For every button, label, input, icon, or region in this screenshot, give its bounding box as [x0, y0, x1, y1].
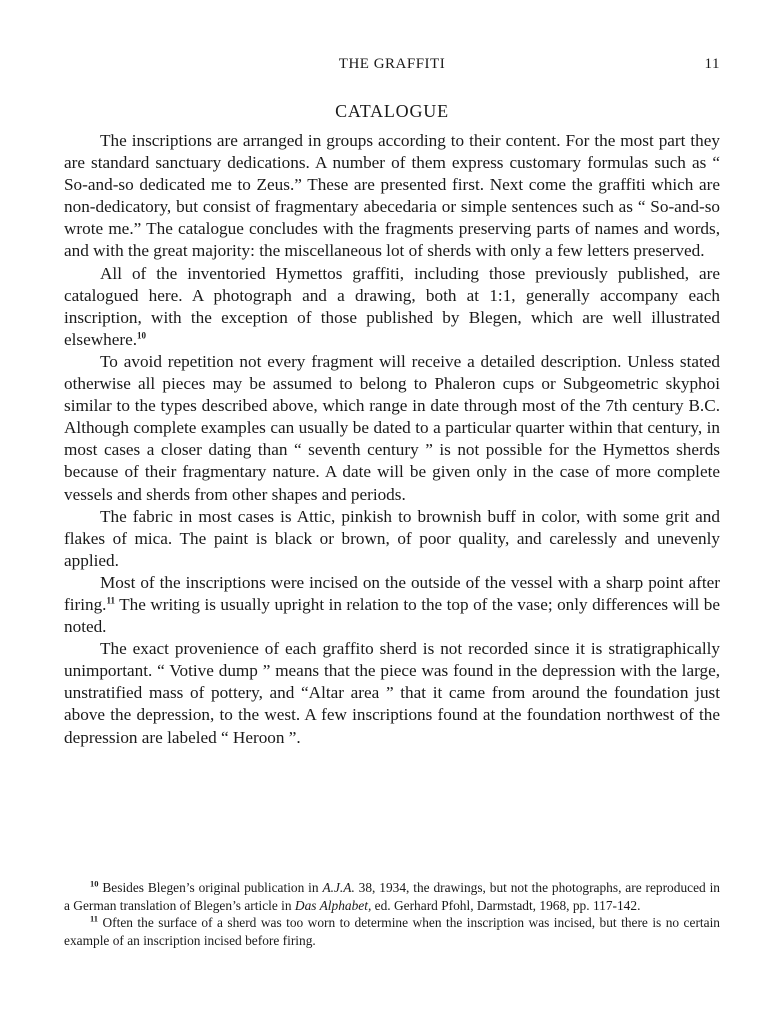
footnote-11: [64, 914, 720, 949]
footnote-10-text-b: 38, 1934, the drawings, but not the photographs, are reproduced in a German translation of Blegen’s article in: [64, 880, 720, 913]
footnote-10-number: 10: [90, 878, 99, 889]
paragraph-repetition-text-b: Although complete examples can usually be dated to a particular quarter within that century, in most cases a closer dating than “ seventh century ” is not possible for the Hymettos sherds because of their fragmentary nature. A date will be given only in the case of more complete vessels and sherds from other shapes and periods.: [64, 418, 720, 504]
paragraph-arrangement: The inscriptions are arranged in groups according to their content. For the most part they are standard sanctuary dedications. A number of them express customary formulas such as “ So-and-so dedicated me to Zeus.” These are presented first. Next come the graffiti which are non-dedicatory, but consist of fragmentary abecedaria or simple sentences such as “ So-and-so wrote me.” The catalogue concludes with the fragments preserving parts of names and words, and with the great majority: the miscellaneous lot of sherds with only a few letters preserved.: [64, 131, 720, 261]
footnote-10-text-c: ed. Gerhard Pfohl, Darmstadt, 1968, pp. 117-142.: [371, 897, 641, 913]
running-title: THE GRAFFITI: [338, 56, 446, 72]
footnote-10: [64, 879, 720, 914]
footnote-ref-10: 10: [137, 330, 147, 341]
footnotes: [64, 879, 720, 949]
footnote-10-book: Das Alphabet,: [294, 897, 372, 913]
paragraph-incision-text-b: The writing is usually upright in relation to the top of the vase; only differences will be noted.: [64, 594, 720, 637]
paragraph-inventory-text: All of the inventoried Hymettos graffiti, including those previously published, are catalogued here. A photograph and a drawing, both at 1:1, generally accompany each inscription, with the exception of those published by Blegen, which are well illustrated elsewhere.: [64, 263, 720, 349]
paragraph-inventory: [64, 263, 720, 351]
footnote-10-journal: A.J.A.: [322, 880, 355, 895]
paragraph-repetition: [64, 351, 720, 506]
footnote-ref-11: 11: [106, 595, 115, 606]
section-heading: CATALOGUE: [335, 101, 449, 121]
era-abbreviation: B.C.: [688, 396, 720, 416]
paragraph-incision: [64, 572, 720, 638]
paragraph-incision-text-a: Most of the inscriptions were incised on the outside of the vessel with a sharp point after firing.: [64, 572, 720, 614]
page-number: 11: [704, 56, 720, 72]
running-head: [64, 56, 720, 78]
body-text: [64, 130, 720, 749]
footnote-11-text: Often the surface of a sherd was too worn to determine when the inscription was incised, but there is no certain example of an inscription incised before firing.: [64, 915, 720, 948]
paragraph-provenience: The exact provenience of each graffito sherd is not recorded since it is stratigraphically unimportant. “ Votive dump ” means that the piece was found in the depression with the large, unstratified mass of pottery, and “Altar area ” that it came from around the foundation just above the depression, to the west. A few inscriptions found at the foundation northwest of the depression are labeled “ Heroon ”.: [64, 639, 720, 747]
paragraph-repetition-text-a: To avoid repetition not every fragment will receive a detailed description. Unless stated otherwise all pieces may be assumed to belong to Phaleron cups or Subgeometric skyphoi similar to the types described above, which range in date through most of the 7th century: [64, 351, 720, 416]
paragraph-fabric: The fabric in most cases is Attic, pinkish to brownish buff in color, with some grit and flakes of mica. The paint is black or brown, of poor quality, and carelessly and unevenly applied.: [64, 506, 720, 570]
footnote-11-number: 11: [90, 913, 99, 924]
footnote-10-text-a: Besides Blegen’s original publication in: [98, 880, 323, 895]
